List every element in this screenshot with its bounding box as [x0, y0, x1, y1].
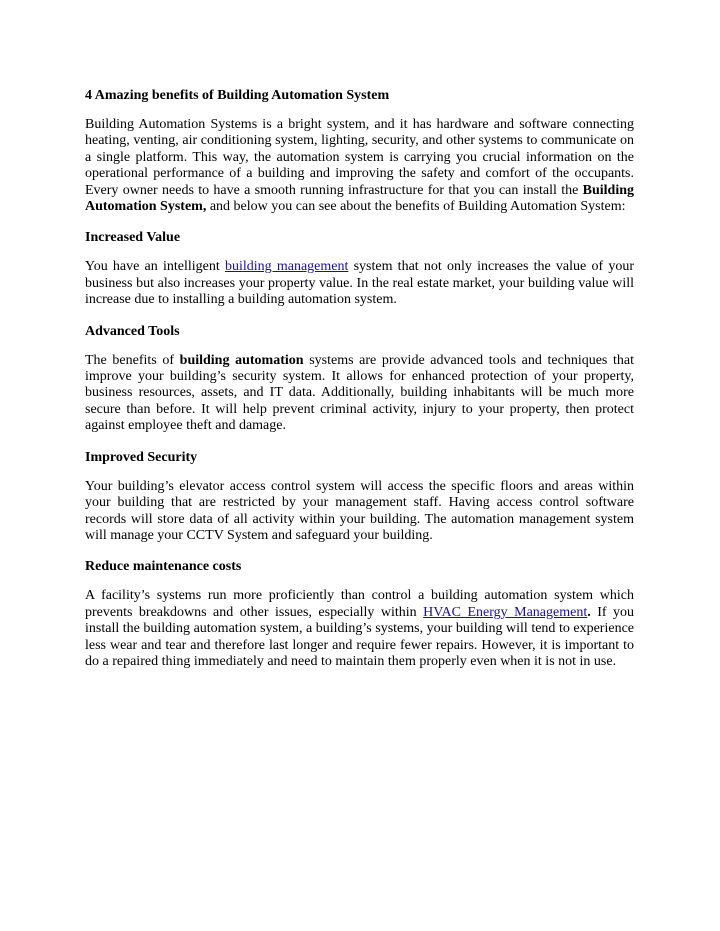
building-automation-bold: building automation: [179, 352, 304, 368]
section-heading-advanced-tools: Advanced Tools: [85, 323, 180, 339]
section-paragraph-reduce-maintenance-costs: [85, 588, 634, 670]
document-title: 4 Amazing benefits of Building Automation System: [85, 88, 390, 103]
intro-bold: Building Automation System,: [85, 182, 634, 215]
section-paragraph-advanced-tools: [85, 353, 634, 435]
hvac-energy-management-link[interactable]: HVAC Energy Management: [423, 604, 588, 620]
paragraph-text-continued: systems are provide advanced tools and techniques that improve your building’s security system. It allows for enhanced protection of your property, business resources, assets, and IT data. Additionally, building inhabitants will be much more secure than before. It will help prevent criminal activity, injury to your property, then protect against employee theft and damage.: [85, 352, 634, 434]
section-heading-improved-security: Improved Security: [85, 449, 198, 465]
intro-text: Building Automation Systems is a bright system, and it has hardware and software connecting heating, venting, air conditioning system, lighting, security, and other systems to communicate on a single platform. This way, the automation system is carrying you crucial information on the operational performance of a building and improving the safety and comfort of the occupants. Every owner needs to have a smooth running infrastructure for that you can install the: [85, 117, 634, 198]
paragraph-text: A facility’s systems run more proficiently than control a building automation system which prevents breakdowns and other issues, especially within: [85, 588, 634, 620]
intro-paragraph: [85, 117, 634, 215]
paragraph-text: You have an intelligent: [85, 259, 225, 275]
paragraph-text-continued: If you install the building automation system, a building’s systems, your building will tend to experience less wear and tear and therefore last longer and require fewer repairs. However, it is important to do a repaired thing immediately and need to maintain them properly even when it is not in use.: [85, 604, 635, 669]
section-heading-increased-value: Increased Value: [85, 230, 181, 246]
period-bold: .: [587, 604, 591, 620]
section-paragraph-improved-security: Your building’s elevator access control system will access the specific floors and areas within your building that are restricted by your management staff. Having access control software records will store data of all activity within your building. The automation management system will manage your CCTV System and safeguard your building.: [85, 478, 634, 543]
intro-text-continued: and below you can see about the benefits of Building Automation System:: [206, 199, 626, 215]
paragraph-text-continued: system that not only increases the value of your business but also increases your property value. In the real estate market, your building value will increase due to installing a building automation system.: [85, 259, 634, 308]
building-management-link[interactable]: building management: [224, 259, 349, 275]
section-paragraph-increased-value: [85, 259, 634, 308]
document-page: [85, 87, 634, 684]
paragraph-text: The benefits of: [85, 352, 180, 368]
section-heading-reduce-maintenance-costs: Reduce maintenance costs: [85, 559, 242, 575]
